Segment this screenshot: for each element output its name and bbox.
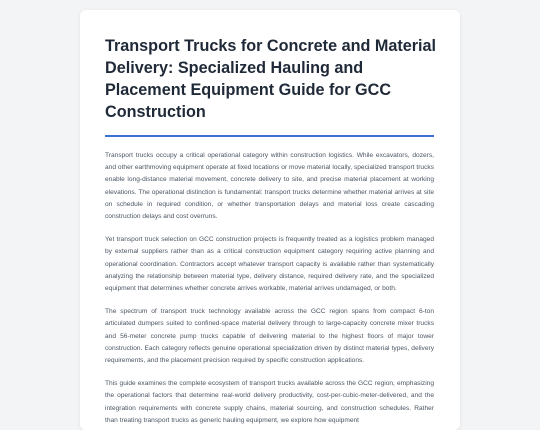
article-title: Transport Trucks for Concrete and Material Delivery: Specialized Hauling and Placement Equipment Guide for GCC Construction <box>105 37 437 121</box>
paragraph-3: The spectrum of transport truck technology available across the GCC region spans from compact 6-ton articulated dumpers suited to confined-space material delivery through to large-capacity concrete mixer trucks and 56-meter concrete pump trucks capable of delivering material to the highest floors of major tower construction. Each category reflects genuine operational specialization driven by distinct material types, delivery requirements, and the placement precision required by specific construction applications. <box>105 308 434 365</box>
title-divider <box>105 135 434 137</box>
article-body <box>105 150 434 430</box>
paragraph-1: Transport trucks occupy a critical operational category within construction logistics. While excavators, dozers, and other earthmoving equipment operate at fixed locations or move material locally, specialized transport trucks enable long-distance material movement, concrete delivery to site, and precise material placement at working elevations. The operational distinction is fundamental: transport trucks determine whether material arrives at site on schedule in required condition, or whether transportation delays and material loss create cascading construction delays and cost overruns. <box>105 152 434 221</box>
article-card <box>80 10 460 430</box>
paragraph-2: Yet transport truck selection on GCC construction projects is frequently treated as a logistics problem managed by external suppliers rather than as a critical construction equipment category requiring active planning and operational coordination. Contractors accept whatever transport capacity is available rather than systematically analyzing the relationship between material type, delivery distance, required delivery rate, and the specialized equipment that determines whether concrete arrives workable, material arrives undamaged, or both. <box>105 236 434 293</box>
paragraph-4: This guide examines the complete ecosystem of transport trucks available across the GCC region, emphasizing the operational factors that determine real-world delivery productivity, cost-per-cubic-meter-delivered, and the integration requirements with concrete supply chains, material sourcing, and construction schedules. Rather than treating transport trucks as generic hauling equipment, we explore how equipment <box>105 380 434 424</box>
